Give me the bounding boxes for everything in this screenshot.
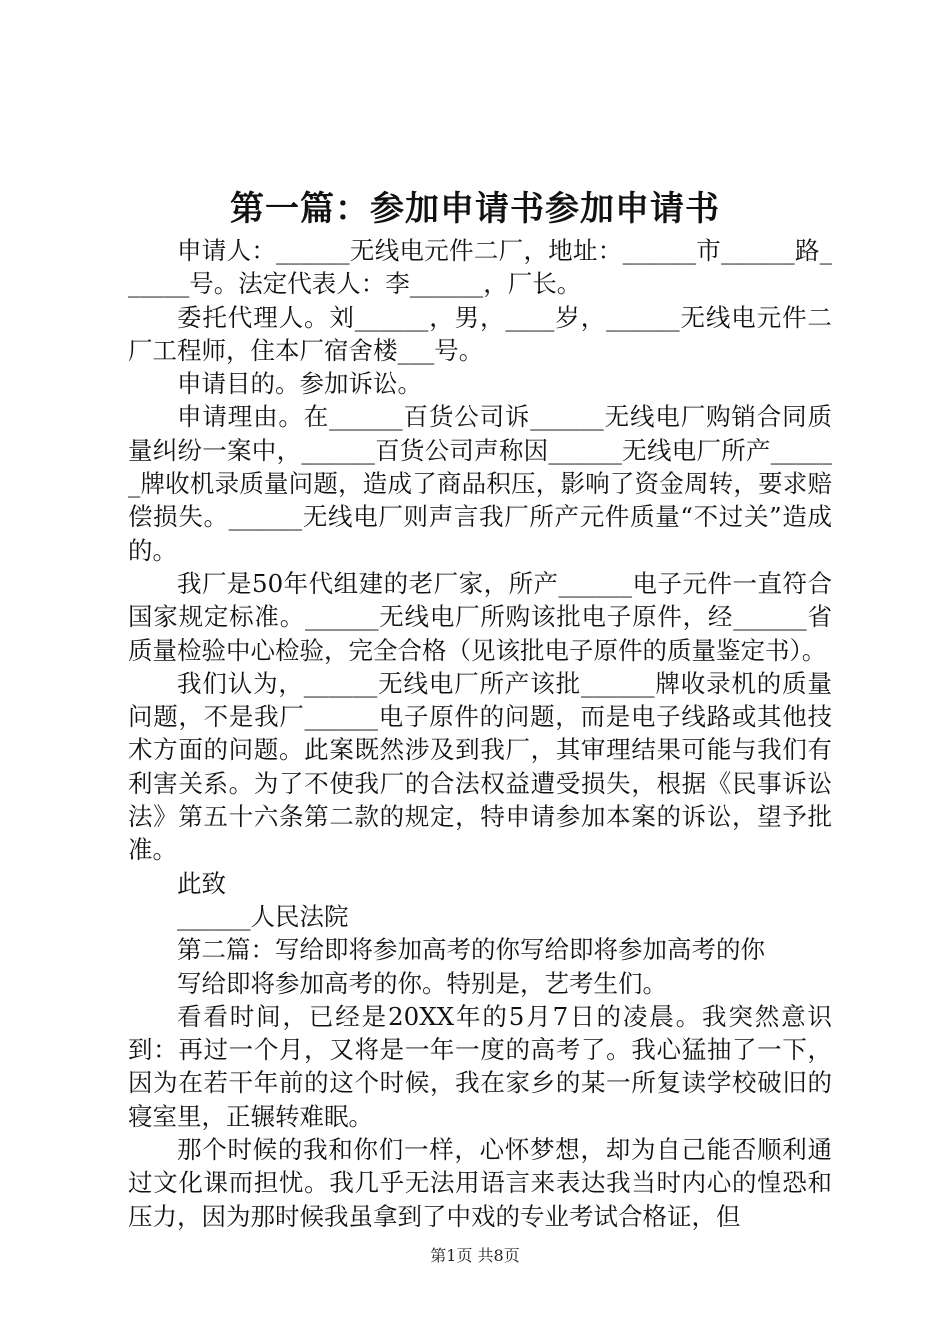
paragraph-dedication: 写给即将参加高考的你。特别是，艺考生们。 xyxy=(177,968,667,998)
paragraph-applicant: 申请人：______无线电元件二厂，地址：______市______路______号。法定代表人：李______，厂长。 xyxy=(128,236,832,299)
paragraph-purpose: 申请目的。参加诉讼。 xyxy=(177,369,422,399)
paragraph-agent: 委托代理人。刘______，男，____岁，______无线电元件二厂工程师，住本厂宿舍楼___号。 xyxy=(128,302,832,365)
paragraph-opinion: 我们认为，______无线电厂所产该批______牌收录机的质量问题，不是我厂______电子原件的问题，而是电子线路或其他技术方面的问题。此案既然涉及到我厂，其审理结果可能与我们有利害关系。为了不使我厂的合法权益遭受损失，根据《民事诉讼法》第五十六条第二款的规定，特申请参加本案的诉讼，望予批准。 xyxy=(128,668,832,865)
paragraph-memory: 看看时间，已经是20XX年的5月7日的凌晨。我突然意识到：再过一个月，又将是一年一度的高考了。我心猛抽了一下，因为在若干年前的这个时候，我在家乡的某一所复读学校破旧的寝室里，正辗转难眠。 xyxy=(128,1001,832,1131)
document-title: 第一篇：参加申请书参加申请书 xyxy=(230,189,720,229)
paragraph-factory-history: 我厂是50年代组建的老厂家，所产______电子元件一直符合国家规定标准。______无线电厂所购该批电子原件，经______省质量检验中心检验，完全合格（见该批电子原件的质量鉴定书）。 xyxy=(128,568,832,665)
paragraph-worry: 那个时候的我和你们一样，心怀梦想，却为自己能否顺利通过文化课而担忧。我几乎无法用语言来表达我当时内心的惶恐和压力，因为那时候我虽拿到了中戏的专业考试合格证，但 xyxy=(128,1135,832,1231)
page-footer: 第1页 共8页 xyxy=(430,1246,520,1265)
document-body xyxy=(128,234,832,1233)
paragraph-second-title: 第二篇：写给即将参加高考的你写给即将参加高考的你 xyxy=(177,935,765,965)
paragraph-reason: 申请理由。在______百货公司诉______无线电厂购销合同质量纠纷一案中，______百货公司声称因______无线电厂所产______牌收机录质量问题，造成了商品积压，影响了资金周转，要求赔偿损失。______无线电厂则声言我厂所产元件质量“不过关”造成的。 xyxy=(128,402,832,565)
paragraph-court: ______人民法院 xyxy=(177,901,349,931)
paragraph-salutation: 此致 xyxy=(177,868,226,898)
